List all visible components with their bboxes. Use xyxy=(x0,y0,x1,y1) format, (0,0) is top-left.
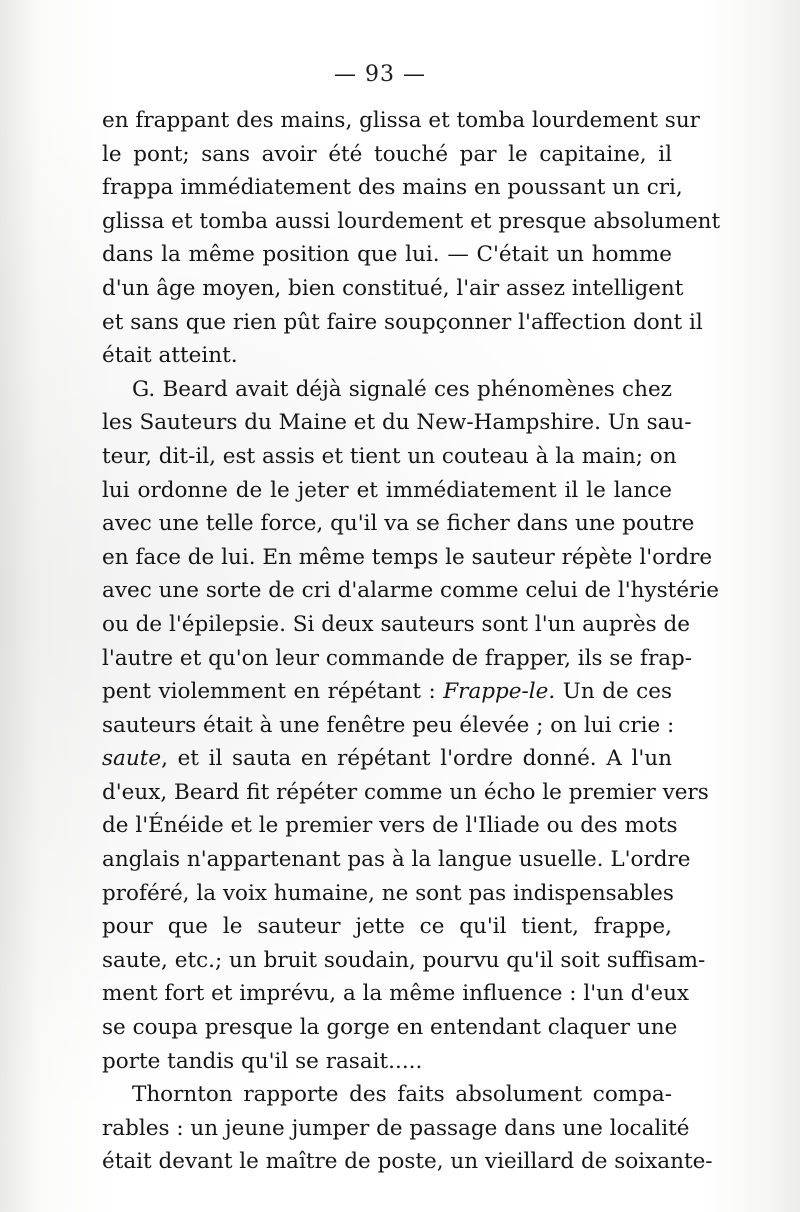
text-line: rables : un jeune jumper de passage dans une localité xyxy=(102,1115,690,1141)
paragraph xyxy=(102,373,719,1078)
text-line: d'eux, Beard fit répéter comme un écho le premier vers xyxy=(102,779,709,805)
text-line: teur, dit-il, est assis et tient un couteau à la main; on xyxy=(102,443,677,469)
text-line: les Sauteurs du Maine et du New-Hampshire. Un sau- xyxy=(102,410,692,436)
text-line: glissa et tomba aussi lourdement et presque absolument xyxy=(102,208,721,234)
text-line xyxy=(102,675,672,709)
text-line: G. Beard avait déjà signalé ces phénomènes chez xyxy=(132,376,672,402)
text-line: ment fort et imprévu, a la même influence : l'un d'eux xyxy=(102,981,690,1007)
text-line: pour que le sauteur jette ce qu'il tient, frappe, xyxy=(102,914,672,940)
italic-text-run: Frappe-le. xyxy=(443,679,556,705)
text-line: en frappant des mains, glissa et tomba lourdement sur xyxy=(102,108,700,133)
text-run: pent violemment en répétant : xyxy=(102,679,444,705)
text-line: porte tandis qu'il se rasait..... xyxy=(102,1048,423,1074)
text-line: avec une telle force, qu'il va se ficher dans une poutre xyxy=(102,511,695,537)
text-line: le pont; sans avoir été touché par le capitaine, il xyxy=(102,141,672,167)
text-run: , et il sauta en répétant l'ordre donné. A l'un xyxy=(161,746,672,772)
text-line: Thornton rapporte des faits absolument compa- xyxy=(132,1082,672,1108)
body-text xyxy=(102,104,721,1179)
text-line: saute, etc.; un bruit soudain, pourvu qu'il soit suffisam- xyxy=(102,947,706,973)
text-line: anglais n'appartenant pas à la langue usuelle. L'ordre xyxy=(102,847,691,873)
text-line: et sans que rien pût faire soupçonner l'affection dont il xyxy=(102,309,703,335)
text-line xyxy=(102,742,672,776)
text-line: l'autre et qu'on leur commande de frapper, ils se frap- xyxy=(102,645,693,671)
text-line: était atteint. xyxy=(102,343,238,369)
text-line: en face de lui. En même temps le sauteur répète l'ordre xyxy=(102,544,713,570)
text-line: de l'Énéide et le premier vers de l'Iliade ou des mots xyxy=(102,813,678,839)
text-line: lui ordonne de le jeter et immédiatement il le lance xyxy=(102,477,672,503)
page-number: — 93 — xyxy=(334,62,426,87)
text-line: se coupa presque la gorge en entendant claquer une xyxy=(102,1015,678,1041)
italic-text-run: saute xyxy=(102,746,162,772)
text-line: était devant le maître de poste, un vieillard de soixante- xyxy=(102,1149,713,1175)
text-line: d'un âge moyen, bien constitué, l'air assez intelligent xyxy=(102,275,684,301)
text-line: frappa immédiatement des mains en poussant un cri, xyxy=(102,175,683,201)
text-line: dans la même position que lui. — C'était un homme xyxy=(102,242,672,268)
text-run: Un de ces xyxy=(555,679,672,705)
text-line: proféré, la voix humaine, ne sont pas indispensables xyxy=(102,880,674,906)
paragraph xyxy=(102,104,721,373)
text-line: ou de l'épilepsie. Si deux sauteurs sont l'un auprès de xyxy=(102,611,690,637)
paragraph xyxy=(102,1078,713,1179)
text-line: sauteurs était à une fenêtre peu élevée ; on lui crie : xyxy=(102,712,675,738)
text-line: avec une sorte de cri d'alarme comme celui de l'hystérie xyxy=(102,578,719,604)
